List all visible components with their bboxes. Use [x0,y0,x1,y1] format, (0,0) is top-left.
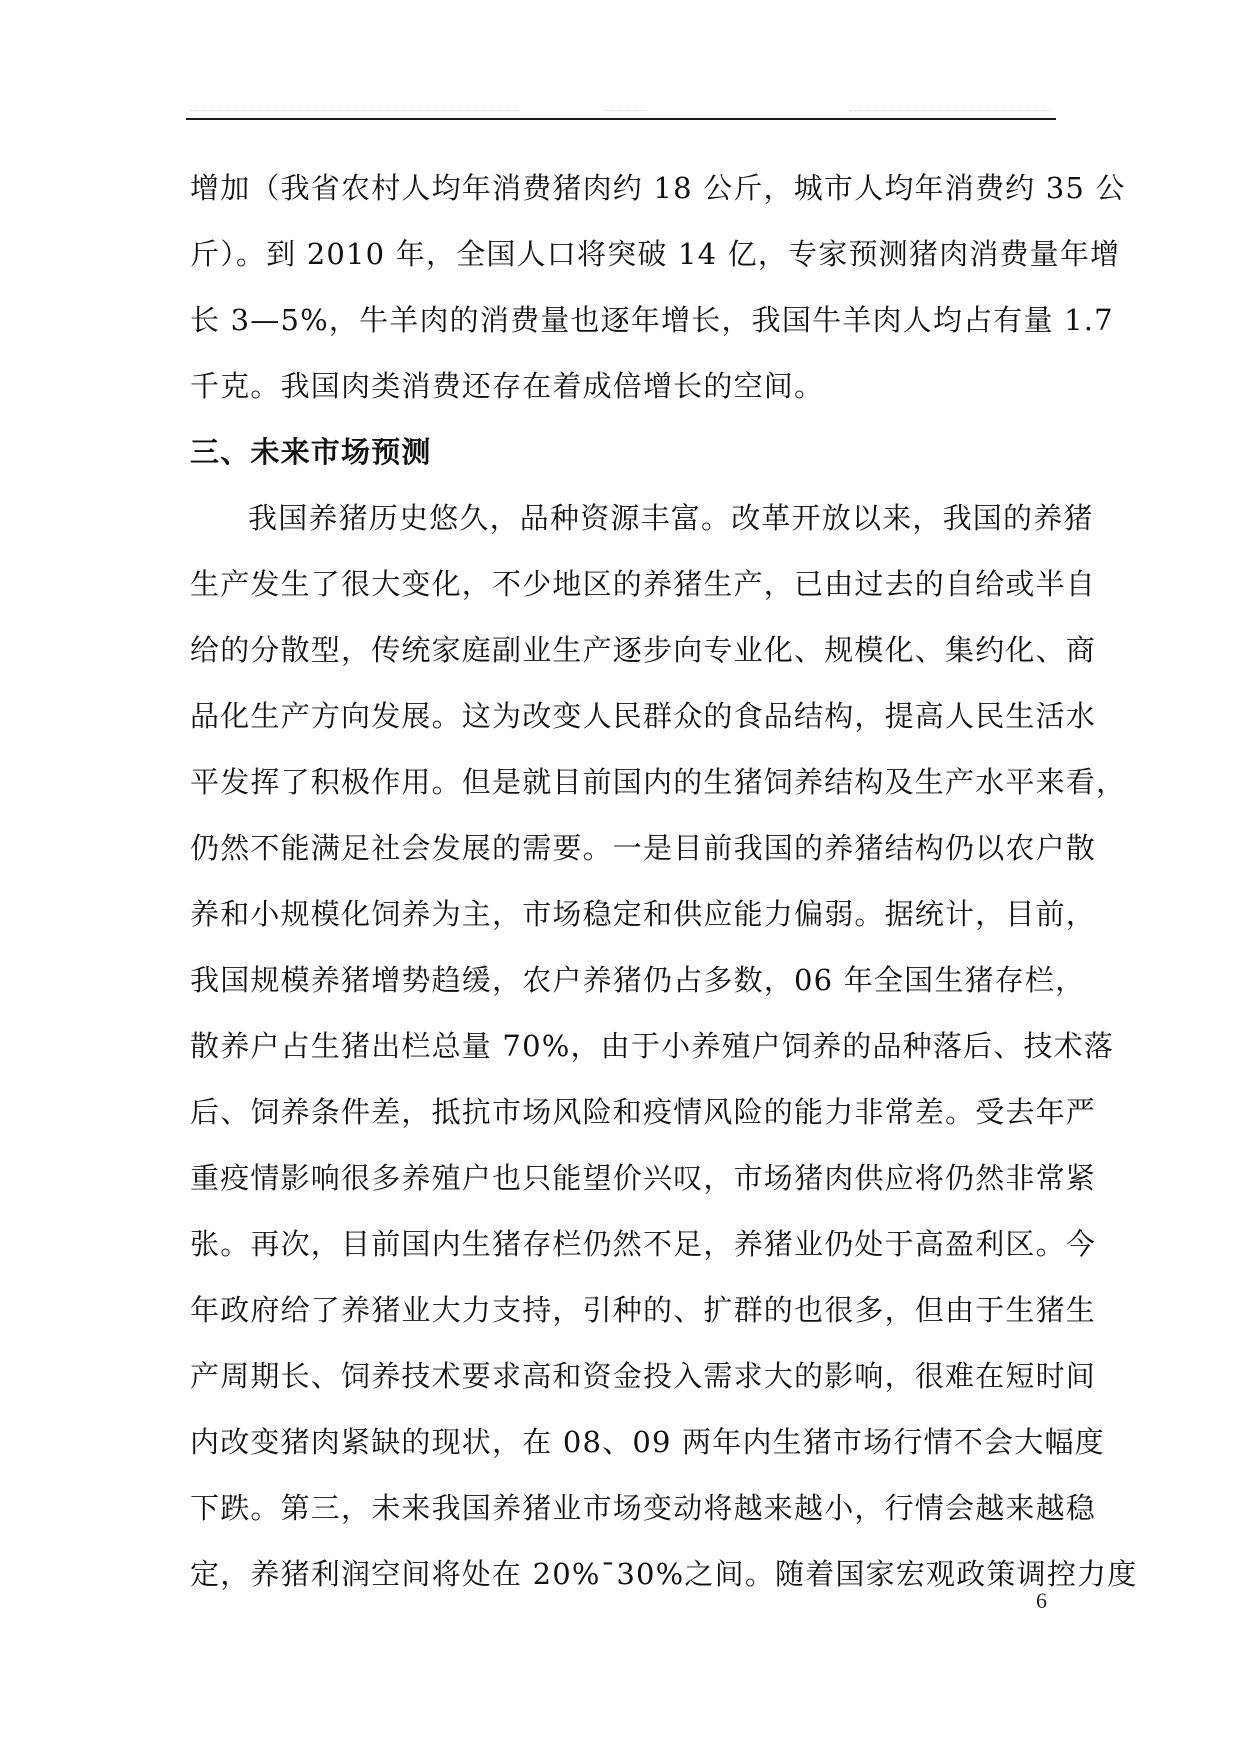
paragraph-line: 年政府给了养猪业大力支持，引种的、扩群的也很多，但由于生猪生 [190,1293,1097,1327]
header-faint-mark-right [850,110,1050,111]
paragraph-line: 我国养猪历史悠久，品种资源丰富。改革开放以来，我国的养猪 [248,501,1094,535]
header-faint-mark-center [605,110,645,111]
paragraph-line: 仍然不能满足社会发展的需要。一是目前我国的养猪结构仍以农户散 [190,831,1097,865]
body-line: 长 3—5%，牛羊肉的消费量也逐年增长，我国牛羊肉人均占有量 1.7 [190,303,1114,337]
section-heading: 三、未来市场预测 [190,435,432,469]
header-rule [186,118,1056,120]
body-line: 千克。我国肉类消费还存在着成倍增长的空间。 [190,369,825,403]
paragraph-line: 张。再次，目前国内生猪存栏仍然不足，养猪业仍处于高盈利区。今 [190,1227,1097,1261]
header-faint-mark-left [190,110,520,111]
paragraph-line: 内改变猪肉紧缺的现状，在 08、09 两年内生猪市场行情不会大幅度 [190,1425,1105,1459]
paragraph-line: 我国规模养猪增势趋缓，农户养猪仍占多数，06 年全国生猪存栏， [190,963,1086,997]
paragraph-line: 下跌。第三，未来我国养猪业市场变动将越来越小，行情会越来越稳 [190,1491,1097,1525]
paragraph-line: 产周期长、饲养技术要求高和资金投入需求大的影响，很难在短时间 [190,1359,1097,1393]
paragraph-line: 重疫情影响很多养殖户也只能望价兴叹，市场猪肉供应将仍然非常紧 [190,1161,1097,1195]
paragraph-line: 养和小规模化饲养为主，市场稳定和供应能力偏弱。据统计，目前， [190,897,1097,931]
body-line: 增加（我省农村人均年消费猪肉约 18 公斤，城市人均年消费约 35 公 [190,171,1126,205]
page-content [190,155,1138,1607]
paragraph-line: 平发挥了积极作用。但是就目前国内的生猪饲养结构及生产水平来看， [190,765,1127,799]
paragraph-line: 定，养猪利润空间将处在 20%¯30%之间。随着国家宏观政策调控力度 [190,1557,1138,1591]
paragraph-line: 散养户占生猪出栏总量 70%，由于小养殖户饲养的品种落后、技术落 [190,1029,1115,1063]
body-line: 斤）。到 2010 年，全国人口将突破 14 亿，专家预测猪肉消费量年增 [190,237,1121,271]
page-number: 6 [1036,1588,1047,1613]
paragraph-line: 后、饲养条件差，抵抗市场风险和疫情风险的能力非常差。受去年严 [190,1095,1097,1129]
paragraph-line: 给的分散型，传统家庭副业生产逐步向专业化、规模化、集约化、商 [190,633,1097,667]
paragraph-line: 生产发生了很大变化，不少地区的养猪生产，已由过去的自给或半自 [190,567,1097,601]
paragraph-line: 品化生产方向发展。这为改变人民群众的食品结构，提高人民生活水 [190,699,1097,733]
